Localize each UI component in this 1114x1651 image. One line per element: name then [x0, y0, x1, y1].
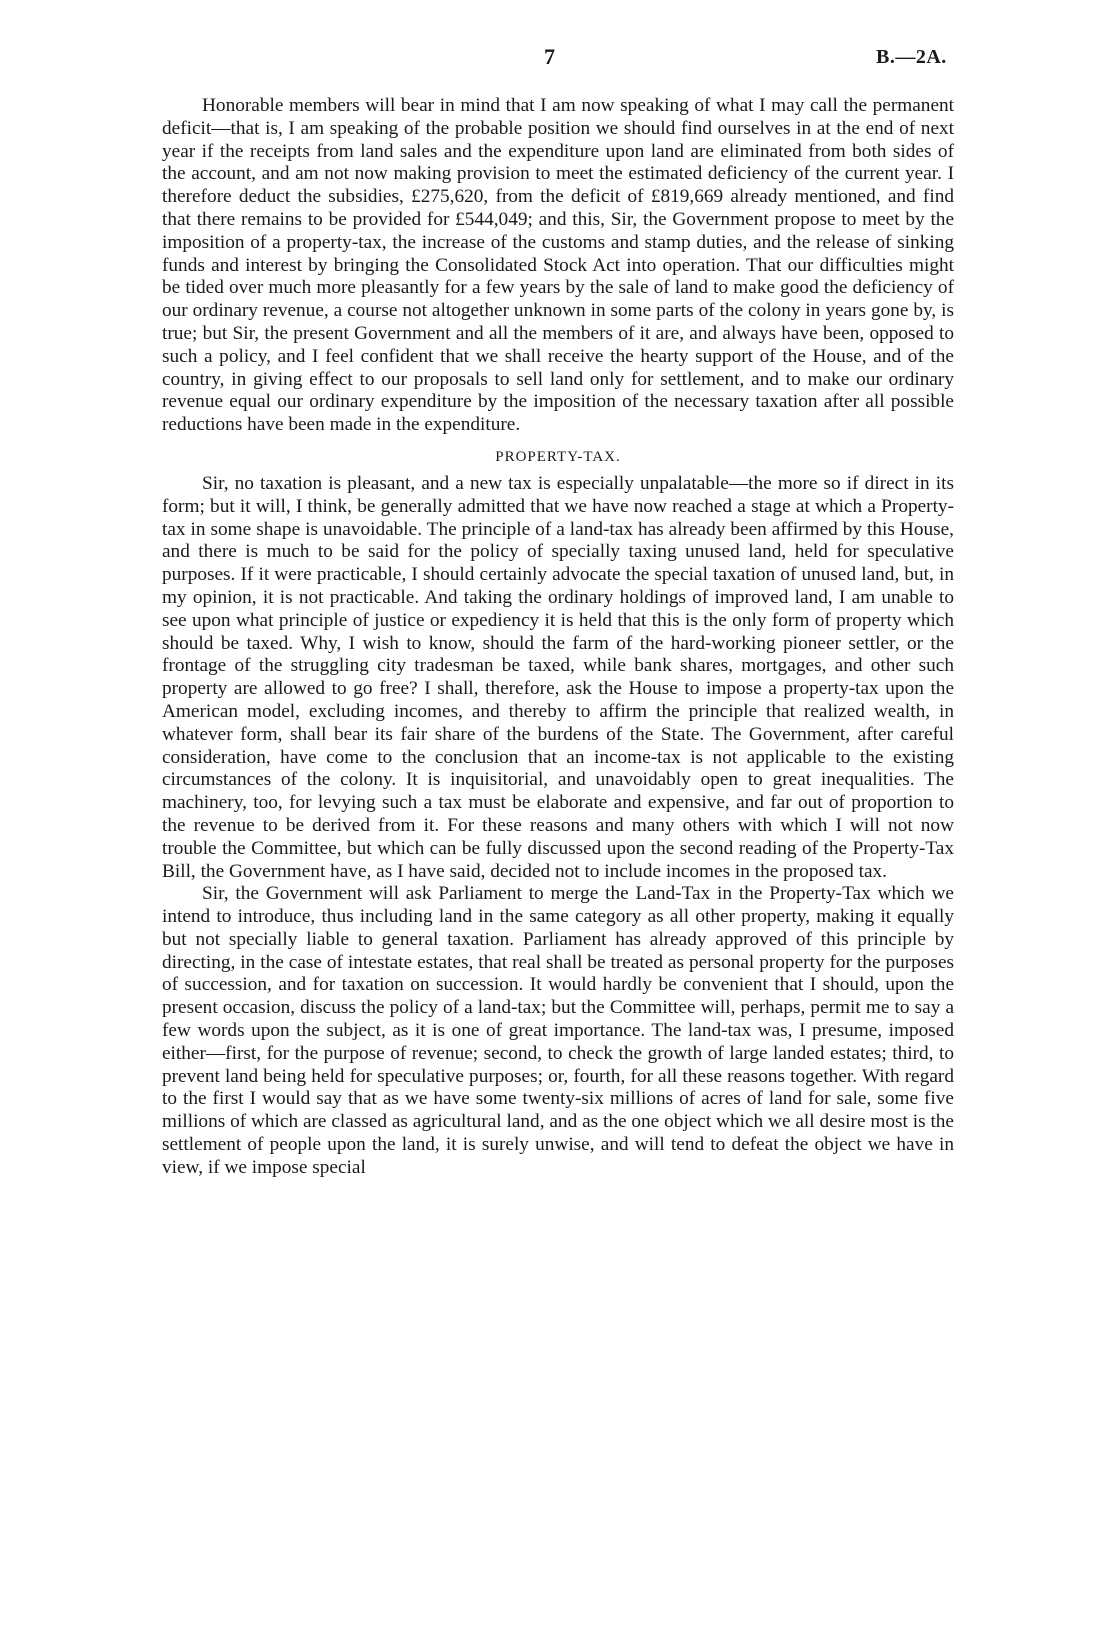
paragraph-land-tax: Sir, the Government will ask Parliament to merge the Land-Tax in the Property-Tax which we intend to introduce, thus including land in the same category as all other property, making it equally but not specially liable to general taxation. Parliament has already approved of this principle by directing, in the case of intestate estates, that real shall be treated as personal property for the purposes of succession, and for taxation on succession. It would hardly be convenient that I should, upon the present occasion, discuss the policy of a land-tax; but the Committee will, perhaps, permit me to say a few words upon the subject, as it is one of great importance. The land-tax was, I presume, imposed either—first, for the purpose of revenue; second, to check the growth of large landed estates; third, to prevent land being held for speculative purposes; or, fourth, for all these reasons together. With regard to the first I would say that as we have some twenty-six millions of acres of land for sale, some five millions of which are classed as agricultural land, and as the one object which we all desire most is the settlement of people upon the land, it is surely unwise, and will tend to defeat the object we have in view, if we impose special [162, 883, 954, 1178]
document-reference: B.—2A. [876, 46, 947, 68]
paragraph-permanent-deficit: Honorable members will bear in mind that I am now speaking of what I may call the permanent deficit—that is, I am speaking of the probable position we should find ourselves in at the end of next year if the receipts from land sales and the expenditure upon land are eliminated from both sides of the account, and am not now making provision to meet the estimated deficiency of the current year. I therefore deduct the subsidies, £275,620, from the deficit of £819,669 already mentioned, and find that there remains to be provided for £544,049; and this, Sir, the Government propose to meet by the imposition of a property-tax, the increase of the customs and stamp duties, and the release of sinking funds and interest by bringing the Consolidated Stock Act into operation. That our difficulties might be tided over much more pleasantly for a few years by the sale of land to make good the deficiency of our ordinary revenue, a course not altogether unknown in some parts of the colony in years gone by, is true; but Sir, the present Government and all the members of it are, and always have been, opposed to such a policy, and I feel confident that we shall receive the hearty support of the House, and of the country, in giving effect to our proposals to sell land only for settlement, and to make our ordinary revenue equal our ordinary expenditure by the imposition of the necessary taxation after all possible reductions have been made in the expenditure. [162, 95, 954, 436]
paragraph-property-tax: Sir, no taxation is pleasant, and a new tax is especially unpalatable—the more so if direct in its form; but it will, I think, be generally admitted that we have now reached a stage at which a Property-tax in some shape is unavoidable. The principle of a land-tax has already been affirmed by this House, and there is much to be said for the policy of specially taxing unused land, held for speculative purposes. If it were practicable, I should certainly advocate the special taxation of unused land, but, in my opinion, it is not practicable. And taking the ordinary holdings of improved land, I am unable to see upon what principle of justice or expediency it is held that this is the only form of property which should be taxed. Why, I wish to know, should the farm of the hard-working pioneer settler, or the frontage of the struggling city tradesman be taxed, while bank shares, mortgages, and other such property are allowed to go free? I shall, therefore, ask the House to impose a property-tax upon the American model, excluding incomes, and thereby to affirm the principle that realized wealth, in whatever form, shall bear its fair share of the burdens of the State. The Government, after careful consideration, have come to the conclusion that an income-tax is not applicable to the existing circumstances of the colony. It is inquisitorial, and unavoidably open to great inequalities. The machinery, too, for levying such a tax must be elaborate and expensive, and far out of proportion to the revenue to be derived from it. For these reasons and many others with which I will not now trouble the Committee, but which can be fully discussed upon the second reading of the Property-Tax Bill, the Government have, as I have said, decided not to include incomes in the proposed tax. [162, 472, 954, 882]
page-number: 7 [544, 44, 555, 69]
page-header [0, 44, 1114, 74]
section-heading-property-tax: PROPERTY-TAX. [495, 448, 621, 465]
document-body [162, 95, 954, 1180]
